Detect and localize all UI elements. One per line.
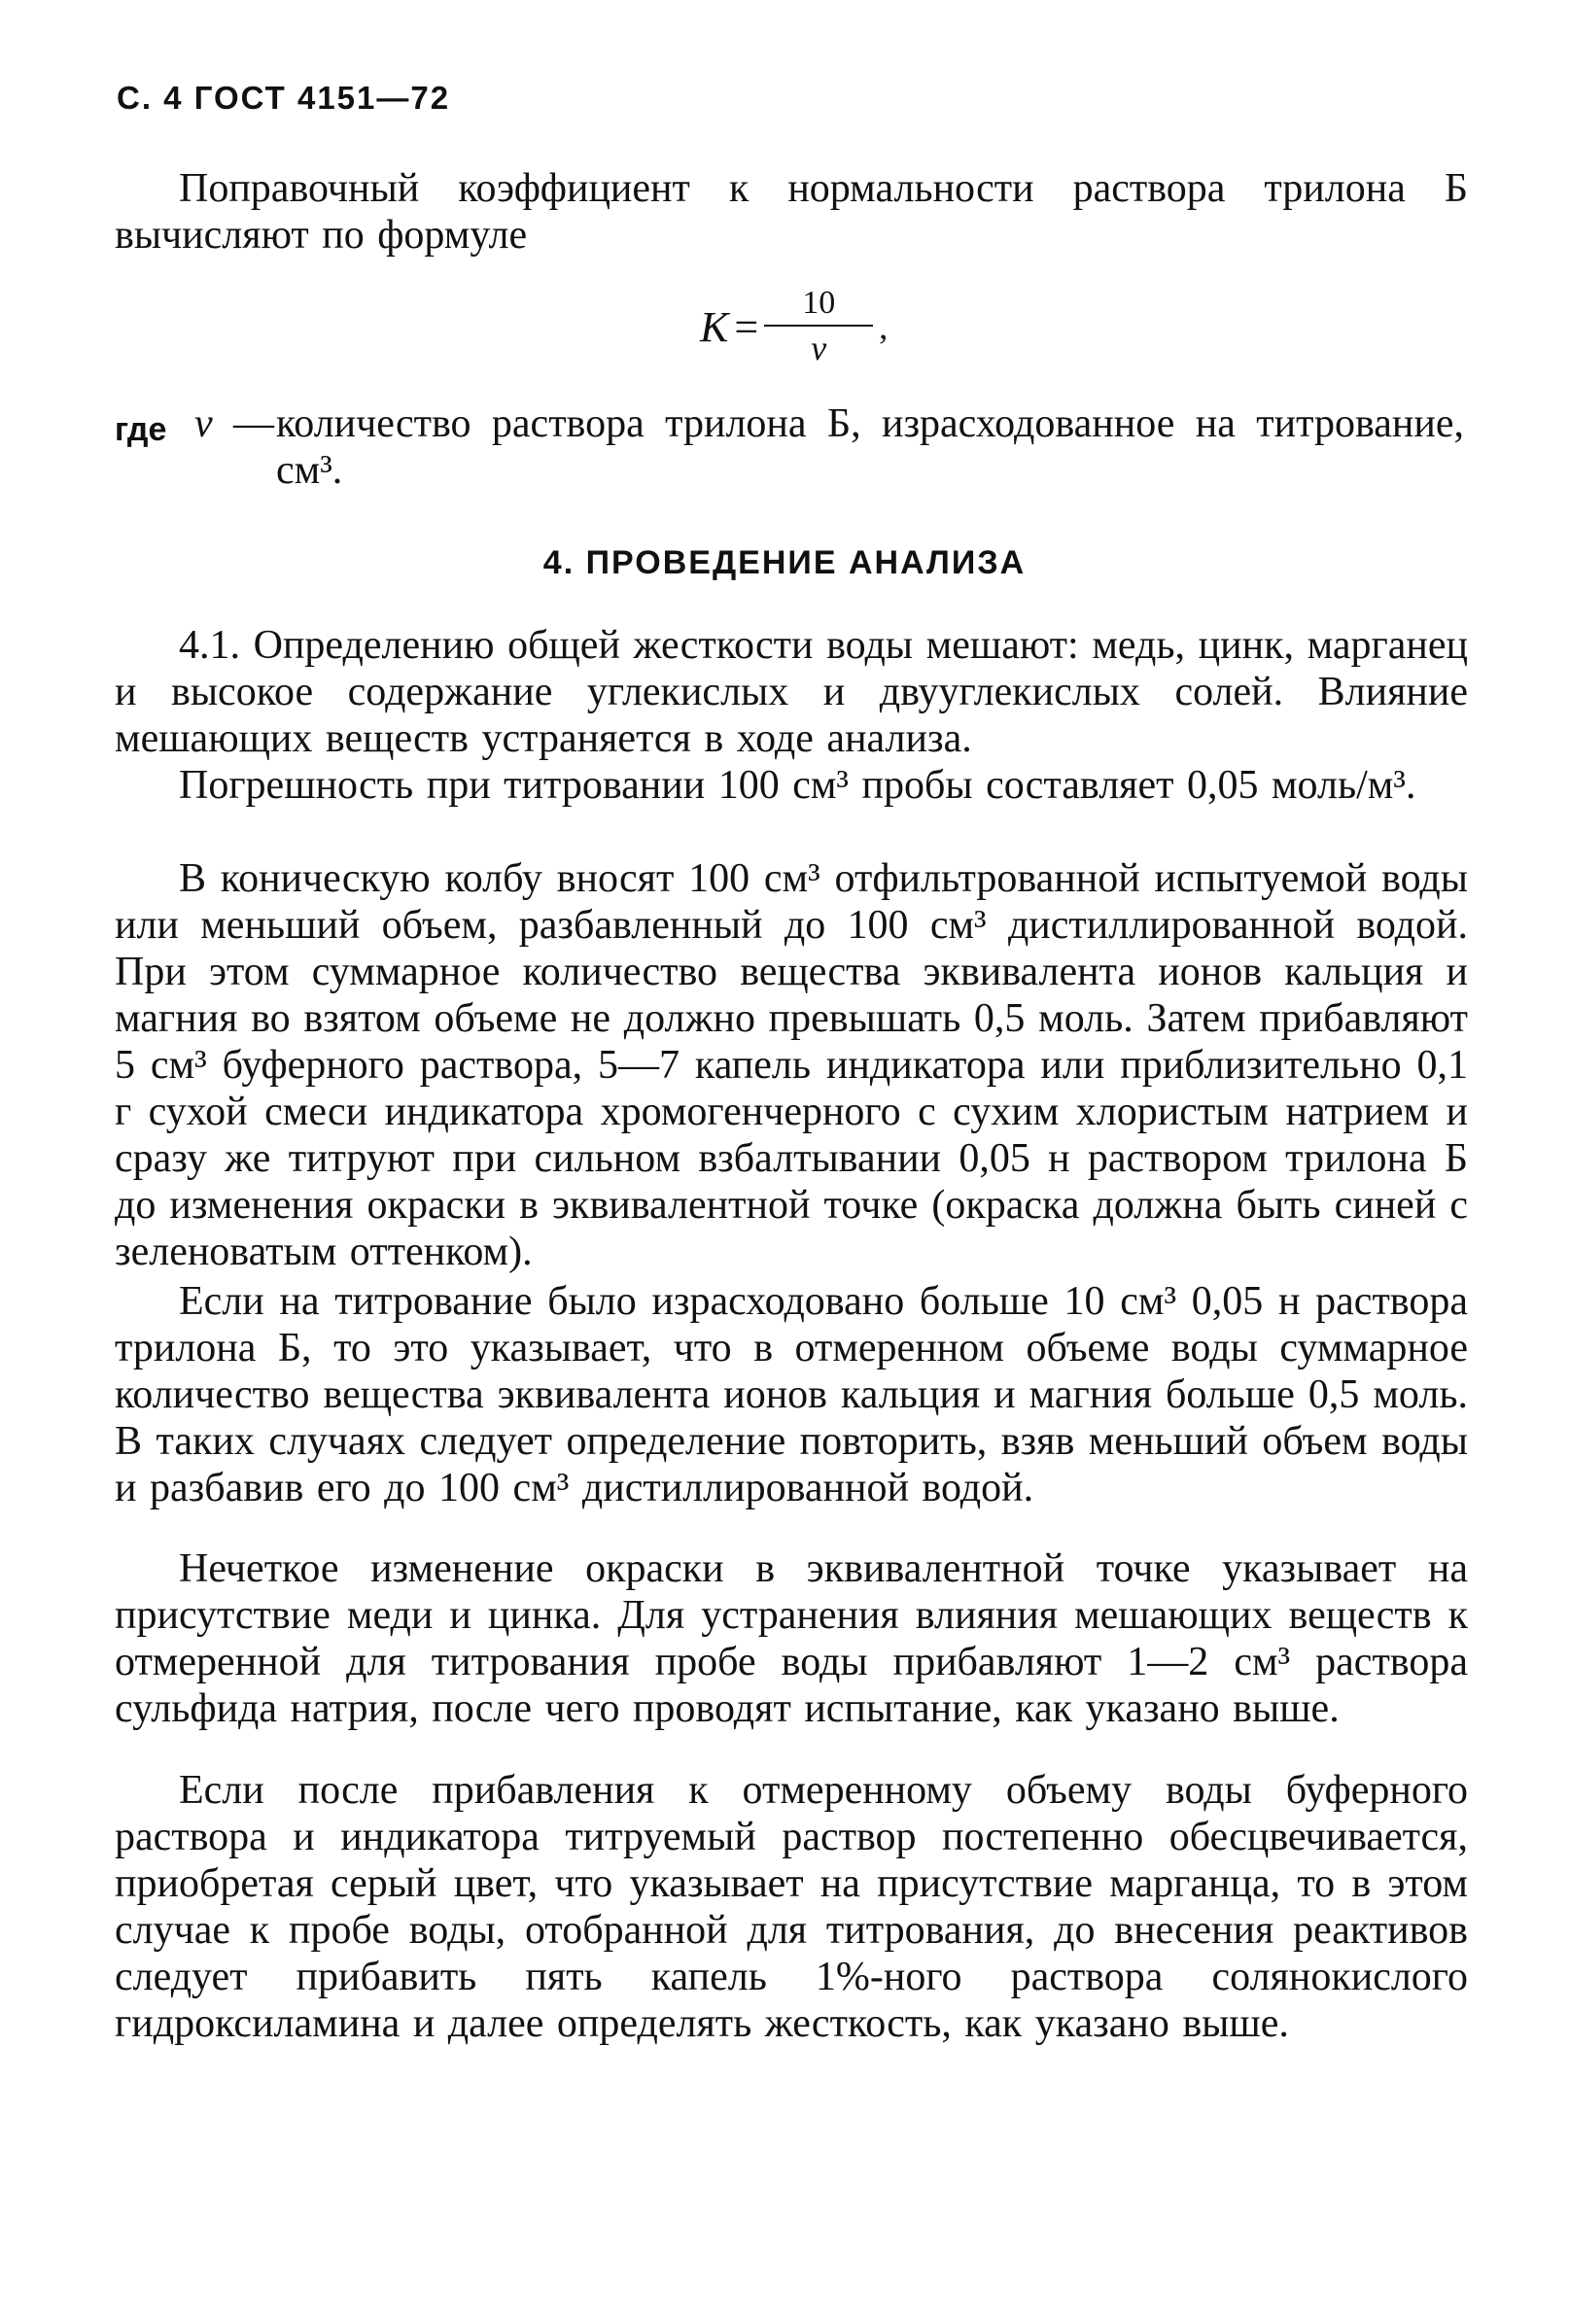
formula-numerator: 10 bbox=[764, 284, 873, 327]
where-clause bbox=[115, 400, 1468, 494]
formula-lhs: K bbox=[700, 302, 729, 351]
where-label: где bbox=[115, 411, 167, 448]
formula-equals: = bbox=[734, 302, 759, 351]
where-dash: — bbox=[233, 401, 274, 446]
formula-fraction bbox=[764, 284, 873, 369]
where-definition: количество раствора трилона Б, израсходованное на титрование, см³. bbox=[276, 401, 1464, 493]
paragraph-4-1: 4.1. Определению общей жесткости воды мешают: медь, цинк, марганец и высокое содержание углекислых и двууглекислых солей. Влияние мешающих веществ устраняется в ходе анализа. bbox=[115, 623, 1468, 761]
page-header: С. 4 ГОСТ 4151—72 bbox=[117, 80, 451, 116]
formula-denominator: v bbox=[811, 329, 827, 367]
paragraph-error: Погрешность при титровании 100 см³ пробы составляет 0,05 моль/м³. bbox=[179, 763, 1416, 808]
where-symbol: v bbox=[194, 401, 213, 446]
paragraph-procedure: В коническую колбу вносят 100 см³ отфильтрованной испытуемой воды или меньший объем, разбавленный до 100 см³ дистиллированной водой. При этом суммарное количество вещества эквивалента ионов кальция и магния во взятом объеме не должно превышать 0,5 моль. Затем прибавляют 5 см³ буферного раствора, 5—7 капель индикатора или приблизительно 0,1 г сухой смеси индикатора хромогенчерного с сухим хлористым натрием и сразу же титруют при сильном взбалтывании 0,05 н раствором трилона Б до изменения окраски в эквивалентной точке (окраска должна быть синей с зеленоватым оттенком). bbox=[115, 856, 1468, 1274]
intro-paragraph: Поправочный коэффициент к нормальности раствора трилона Б вычисляют по формуле bbox=[115, 166, 1468, 258]
formula-trailing: , bbox=[879, 307, 889, 346]
paragraph-manganese: Если после прибавления к отмеренному объему воды буферного раствора и индикатора титруемый раствор постепенно обесцвечивается, приобретая серый цвет, что указывает на присутствие марганца, то в этом случае к пробе воды, отобранной для титрования, до внесения реактивов следует прибавить пять капель 1%-ного раствора солянокислого гидроксиламина и далее определять жесткость, как указано выше. bbox=[115, 1768, 1468, 2046]
formula bbox=[700, 284, 888, 369]
paragraph-excess: Если на титрование было израсходовано больше 10 см³ 0,05 н раствора трилона Б, то это указывает, что в отмеренном объеме воды суммарное количество вещества эквивалента ионов кальция и магния больше 0,5 моль. В таких случаях следует определение повторить, взяв меньший объем воды и разбавив его до 100 см³ дистиллированной водой. bbox=[115, 1279, 1468, 1510]
section-title: 4. ПРОВЕДЕНИЕ АНАЛИЗА bbox=[542, 544, 1027, 581]
paragraph-copper-zinc: Нечеткое изменение окраски в эквивалентной точке указывает на присутствие меди и цинка. Для устранения влияния мешающих веществ к отмеренной для титрования пробе воды прибавляют 1—2 см³ раствора сульфида натрия, после чего проводят испытание, как указано выше. bbox=[115, 1546, 1468, 1731]
